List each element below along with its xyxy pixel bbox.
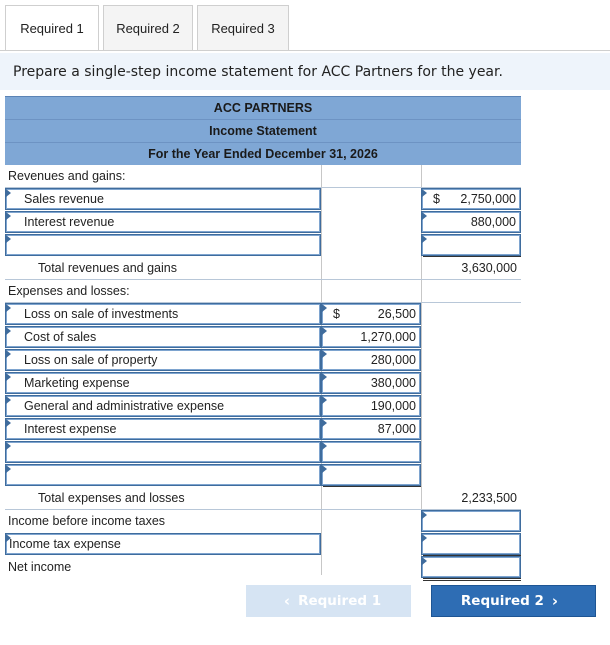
tab-bar bbox=[5, 5, 293, 51]
expense-row bbox=[5, 303, 521, 325]
previous-button[interactable] bbox=[246, 585, 411, 617]
dropdown-marker-icon bbox=[322, 373, 327, 381]
income-tax-account-select[interactable] bbox=[5, 533, 321, 555]
expense-amount-input[interactable] bbox=[321, 372, 421, 394]
expense-amount-input[interactable] bbox=[321, 349, 421, 371]
revenue-amount-input[interactable] bbox=[421, 211, 521, 233]
expense-amount: 87,000 bbox=[377, 422, 416, 436]
next-button[interactable] bbox=[431, 585, 596, 617]
dropdown-marker-icon bbox=[6, 350, 11, 358]
dropdown-marker-icon bbox=[6, 189, 11, 197]
dropdown-marker-icon bbox=[422, 534, 427, 542]
expense-row bbox=[5, 464, 521, 486]
expense-account-select[interactable] bbox=[5, 464, 321, 486]
double-underline bbox=[423, 578, 521, 579]
revenue-amount: 2,750,000 bbox=[460, 192, 516, 206]
total-revenues-label: Total revenues and gains bbox=[38, 261, 177, 275]
statement-body bbox=[5, 165, 521, 645]
company-name: ACC PARTNERS bbox=[5, 96, 521, 119]
dropdown-marker-icon bbox=[422, 557, 427, 565]
expense-row bbox=[5, 441, 521, 463]
expense-amount-input[interactable] bbox=[321, 303, 421, 325]
expense-amount-input[interactable] bbox=[321, 418, 421, 440]
income-tax-label: Income tax expense bbox=[9, 537, 121, 551]
expenses-heading-row bbox=[5, 280, 521, 302]
net-income-label: Net income bbox=[8, 560, 72, 574]
net-income-input[interactable] bbox=[421, 556, 521, 578]
dropdown-marker-icon bbox=[6, 212, 11, 220]
income-before-tax-row bbox=[5, 510, 521, 532]
dropdown-marker-icon bbox=[422, 189, 427, 197]
dropdown-marker-icon bbox=[6, 419, 11, 427]
revenues-heading: Revenues and gains: bbox=[8, 169, 126, 183]
revenue-account-select[interactable] bbox=[5, 188, 321, 210]
expense-amount: 190,000 bbox=[370, 399, 416, 413]
tab-required-2[interactable]: Required 2 bbox=[103, 5, 193, 51]
chevron-right-icon: › bbox=[551, 592, 559, 610]
income-before-tax-label: Income before income taxes bbox=[8, 514, 166, 528]
dropdown-marker-icon bbox=[422, 235, 427, 243]
statement-period: For the Year Ended December 31, 2026 bbox=[5, 142, 521, 165]
dropdown-marker-icon bbox=[322, 396, 327, 404]
revenue-account-label: Sales revenue bbox=[24, 192, 104, 206]
net-income-row bbox=[5, 556, 521, 578]
revenue-row bbox=[5, 234, 521, 256]
expense-account-select[interactable] bbox=[5, 372, 321, 394]
expense-amount-input[interactable] bbox=[321, 441, 421, 463]
expense-account-select[interactable] bbox=[5, 326, 321, 348]
expense-account-select[interactable] bbox=[5, 349, 321, 371]
dropdown-marker-icon bbox=[422, 511, 427, 519]
next-button-label: Required 2 bbox=[460, 593, 544, 609]
expense-row bbox=[5, 395, 521, 417]
instruction-banner bbox=[0, 53, 610, 90]
dropdown-marker-icon bbox=[322, 442, 327, 450]
dollar-sign: $ bbox=[433, 192, 440, 206]
previous-button-label: Required 1 bbox=[298, 593, 382, 609]
dropdown-marker-icon bbox=[6, 465, 11, 473]
revenues-heading-row bbox=[5, 165, 521, 187]
dropdown-marker-icon bbox=[322, 327, 327, 335]
expense-amount-input[interactable] bbox=[321, 464, 421, 486]
expense-row bbox=[5, 372, 521, 394]
dropdown-marker-icon bbox=[6, 396, 11, 404]
tab-required-1[interactable]: Required 1 bbox=[5, 5, 99, 51]
income-statement bbox=[5, 96, 521, 574]
expenses-heading: Expenses and losses: bbox=[8, 284, 130, 298]
tab-required-3[interactable]: Required 3 bbox=[197, 5, 289, 51]
expense-account-select[interactable] bbox=[5, 441, 321, 463]
expense-account-label: Loss on sale of property bbox=[24, 353, 158, 367]
expense-row bbox=[5, 326, 521, 348]
expense-amount-input[interactable] bbox=[321, 395, 421, 417]
expense-account-label: Cost of sales bbox=[24, 330, 97, 344]
expense-account-select[interactable] bbox=[5, 303, 321, 325]
dropdown-marker-icon bbox=[6, 327, 11, 335]
dropdown-marker-icon bbox=[6, 442, 11, 450]
instruction-text: Prepare a single-step income statement for ACC Partners for the year. bbox=[13, 63, 503, 80]
revenue-row bbox=[5, 188, 521, 210]
total-expenses-row bbox=[5, 487, 521, 509]
total-revenues-row bbox=[5, 257, 521, 279]
total-expenses-label: Total expenses and losses bbox=[38, 491, 185, 505]
income-before-tax-input[interactable] bbox=[421, 510, 521, 532]
dropdown-marker-icon bbox=[422, 212, 427, 220]
expense-amount-input[interactable] bbox=[321, 326, 421, 348]
revenue-amount-input[interactable] bbox=[421, 234, 521, 256]
expense-account-select[interactable] bbox=[5, 395, 321, 417]
expense-row bbox=[5, 418, 521, 440]
expense-row bbox=[5, 349, 521, 371]
expense-account-select[interactable] bbox=[5, 418, 321, 440]
expense-account-label: Loss on sale of investments bbox=[24, 307, 179, 321]
dropdown-marker-icon bbox=[6, 304, 11, 312]
revenue-amount-input[interactable] bbox=[421, 188, 521, 210]
dropdown-marker-icon bbox=[322, 465, 327, 473]
total-revenues-value: 3,630,000 bbox=[461, 261, 517, 275]
income-tax-row bbox=[5, 533, 521, 555]
revenue-account-select[interactable] bbox=[5, 234, 321, 256]
expense-account-label: Interest expense bbox=[24, 422, 117, 436]
dropdown-marker-icon bbox=[322, 350, 327, 358]
dropdown-marker-icon bbox=[322, 419, 327, 427]
revenue-amount: 880,000 bbox=[470, 215, 516, 229]
revenue-account-label: Interest revenue bbox=[24, 215, 115, 229]
statement-title: Income Statement bbox=[5, 119, 521, 142]
dropdown-marker-icon bbox=[6, 373, 11, 381]
dropdown-marker-icon bbox=[322, 304, 327, 312]
revenue-account-select[interactable] bbox=[5, 211, 321, 233]
expense-amount: 26,500 bbox=[377, 307, 416, 321]
expense-account-label: General and administrative expense bbox=[24, 399, 225, 413]
chevron-left-icon: ‹ bbox=[283, 592, 291, 610]
income-tax-input[interactable] bbox=[421, 533, 521, 555]
revenue-row bbox=[5, 211, 521, 233]
dollar-sign: $ bbox=[333, 307, 340, 321]
total-expenses-value: 2,233,500 bbox=[461, 491, 517, 505]
double-underline bbox=[423, 580, 521, 581]
expense-amount: 280,000 bbox=[370, 353, 416, 367]
dropdown-marker-icon bbox=[6, 235, 11, 243]
tab-divider bbox=[0, 50, 610, 51]
expense-amount: 380,000 bbox=[370, 376, 416, 390]
expense-amount: 1,270,000 bbox=[360, 330, 416, 344]
expense-account-label: Marketing expense bbox=[24, 376, 130, 390]
